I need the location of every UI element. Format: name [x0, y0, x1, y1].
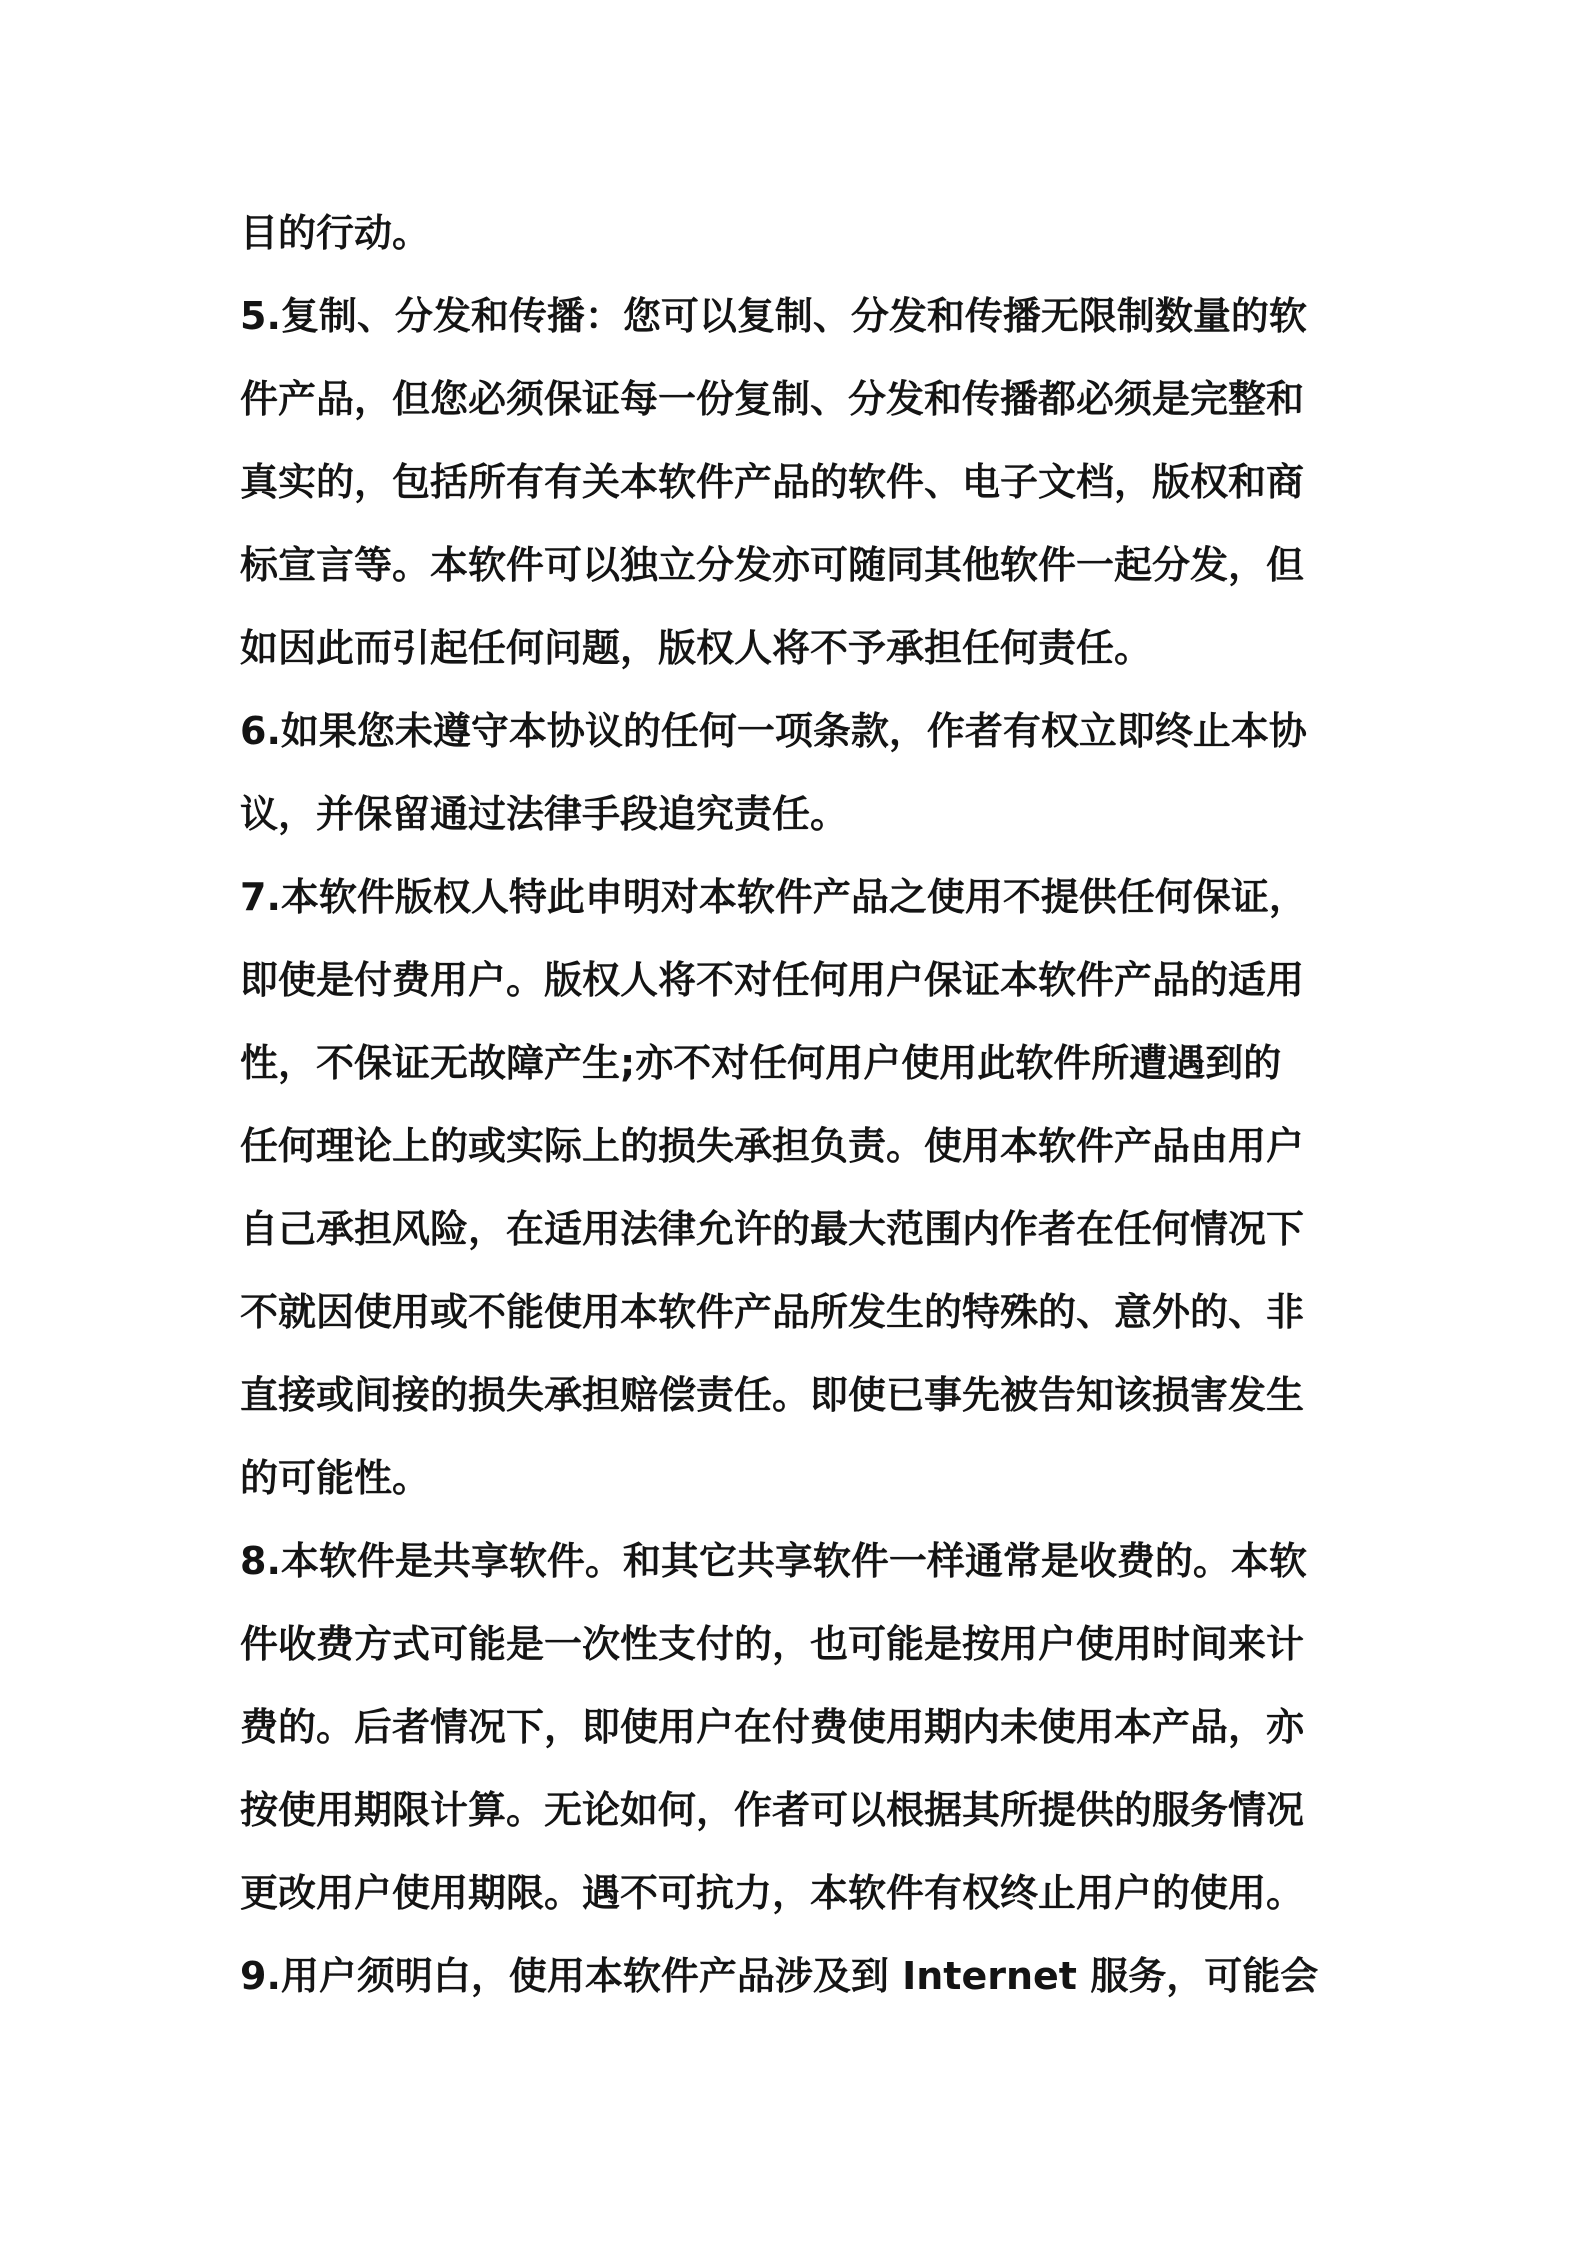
- text-line-13: 自己承担风险，在适用法律允许的最大范围内作者在任何情况下: [240, 1207, 1305, 1251]
- text-line-12: 任何理论上的或实际上的损失承担负责。使用本软件产品由用户: [240, 1124, 1305, 1168]
- text-line-16: 的可能性。: [240, 1456, 431, 1500]
- text-line-20: 按使用期限计算。无论如何，作者可以根据其所提供的服务情况: [240, 1788, 1305, 1832]
- text-line-5: 标宣言等。本软件可以独立分发亦可随同其他软件一起分发，但: [240, 543, 1305, 587]
- text-line-4: 真实的，包括所有有关本软件产品的软件、电子文档，版权和商: [240, 460, 1305, 504]
- document-body: [240, 192, 1360, 2018]
- text-line-9: 7.本软件版权人特此申明对本软件产品之使用不提供任何保证，: [240, 875, 1307, 919]
- text-line-1: 目的行动。: [240, 211, 431, 255]
- text-line-22: 9.用户须明白，使用本软件产品涉及到 Internet 服务，可能会: [240, 1954, 1319, 1998]
- text-line-3: 件产品，但您必须保证每一份复制、分发和传播都必须是完整和: [240, 377, 1305, 421]
- text-line-18: 件收费方式可能是一次性支付的，也可能是按用户使用时间来计: [240, 1622, 1305, 1666]
- text-line-11: 性，不保证无故障产生;亦不对任何用户使用此软件所遭遇到的: [240, 1041, 1282, 1085]
- text-line-17: 8.本软件是共享软件。和其它共享软件一样通常是收费的。本软: [240, 1539, 1307, 1583]
- text-line-2: 5.复制、分发和传播：您可以复制、分发和传播无限制数量的软: [240, 294, 1307, 338]
- text-line-6: 如因此而引起任何问题，版权人将不予承担任何责任。: [240, 626, 1153, 670]
- text-line-15: 直接或间接的损失承担赔偿责任。即使已事先被告知该损害发生: [240, 1373, 1305, 1417]
- text-line-8: 议，并保留通过法律手段追究责任。: [240, 792, 849, 836]
- text-line-19: 费的。后者情况下，即使用户在付费使用期内未使用本产品，亦: [240, 1705, 1305, 1749]
- text-line-10: 即使是付费用户。版权人将不对任何用户保证本软件产品的适用: [240, 958, 1305, 1002]
- text-line-7: 6.如果您未遵守本协议的任何一项条款，作者有权立即终止本协: [240, 709, 1307, 753]
- text-line-21: 更改用户使用期限。遇不可抗力，本软件有权终止用户的使用。: [240, 1871, 1305, 1915]
- text-line-14: 不就因使用或不能使用本软件产品所发生的特殊的、意外的、非: [240, 1290, 1305, 1334]
